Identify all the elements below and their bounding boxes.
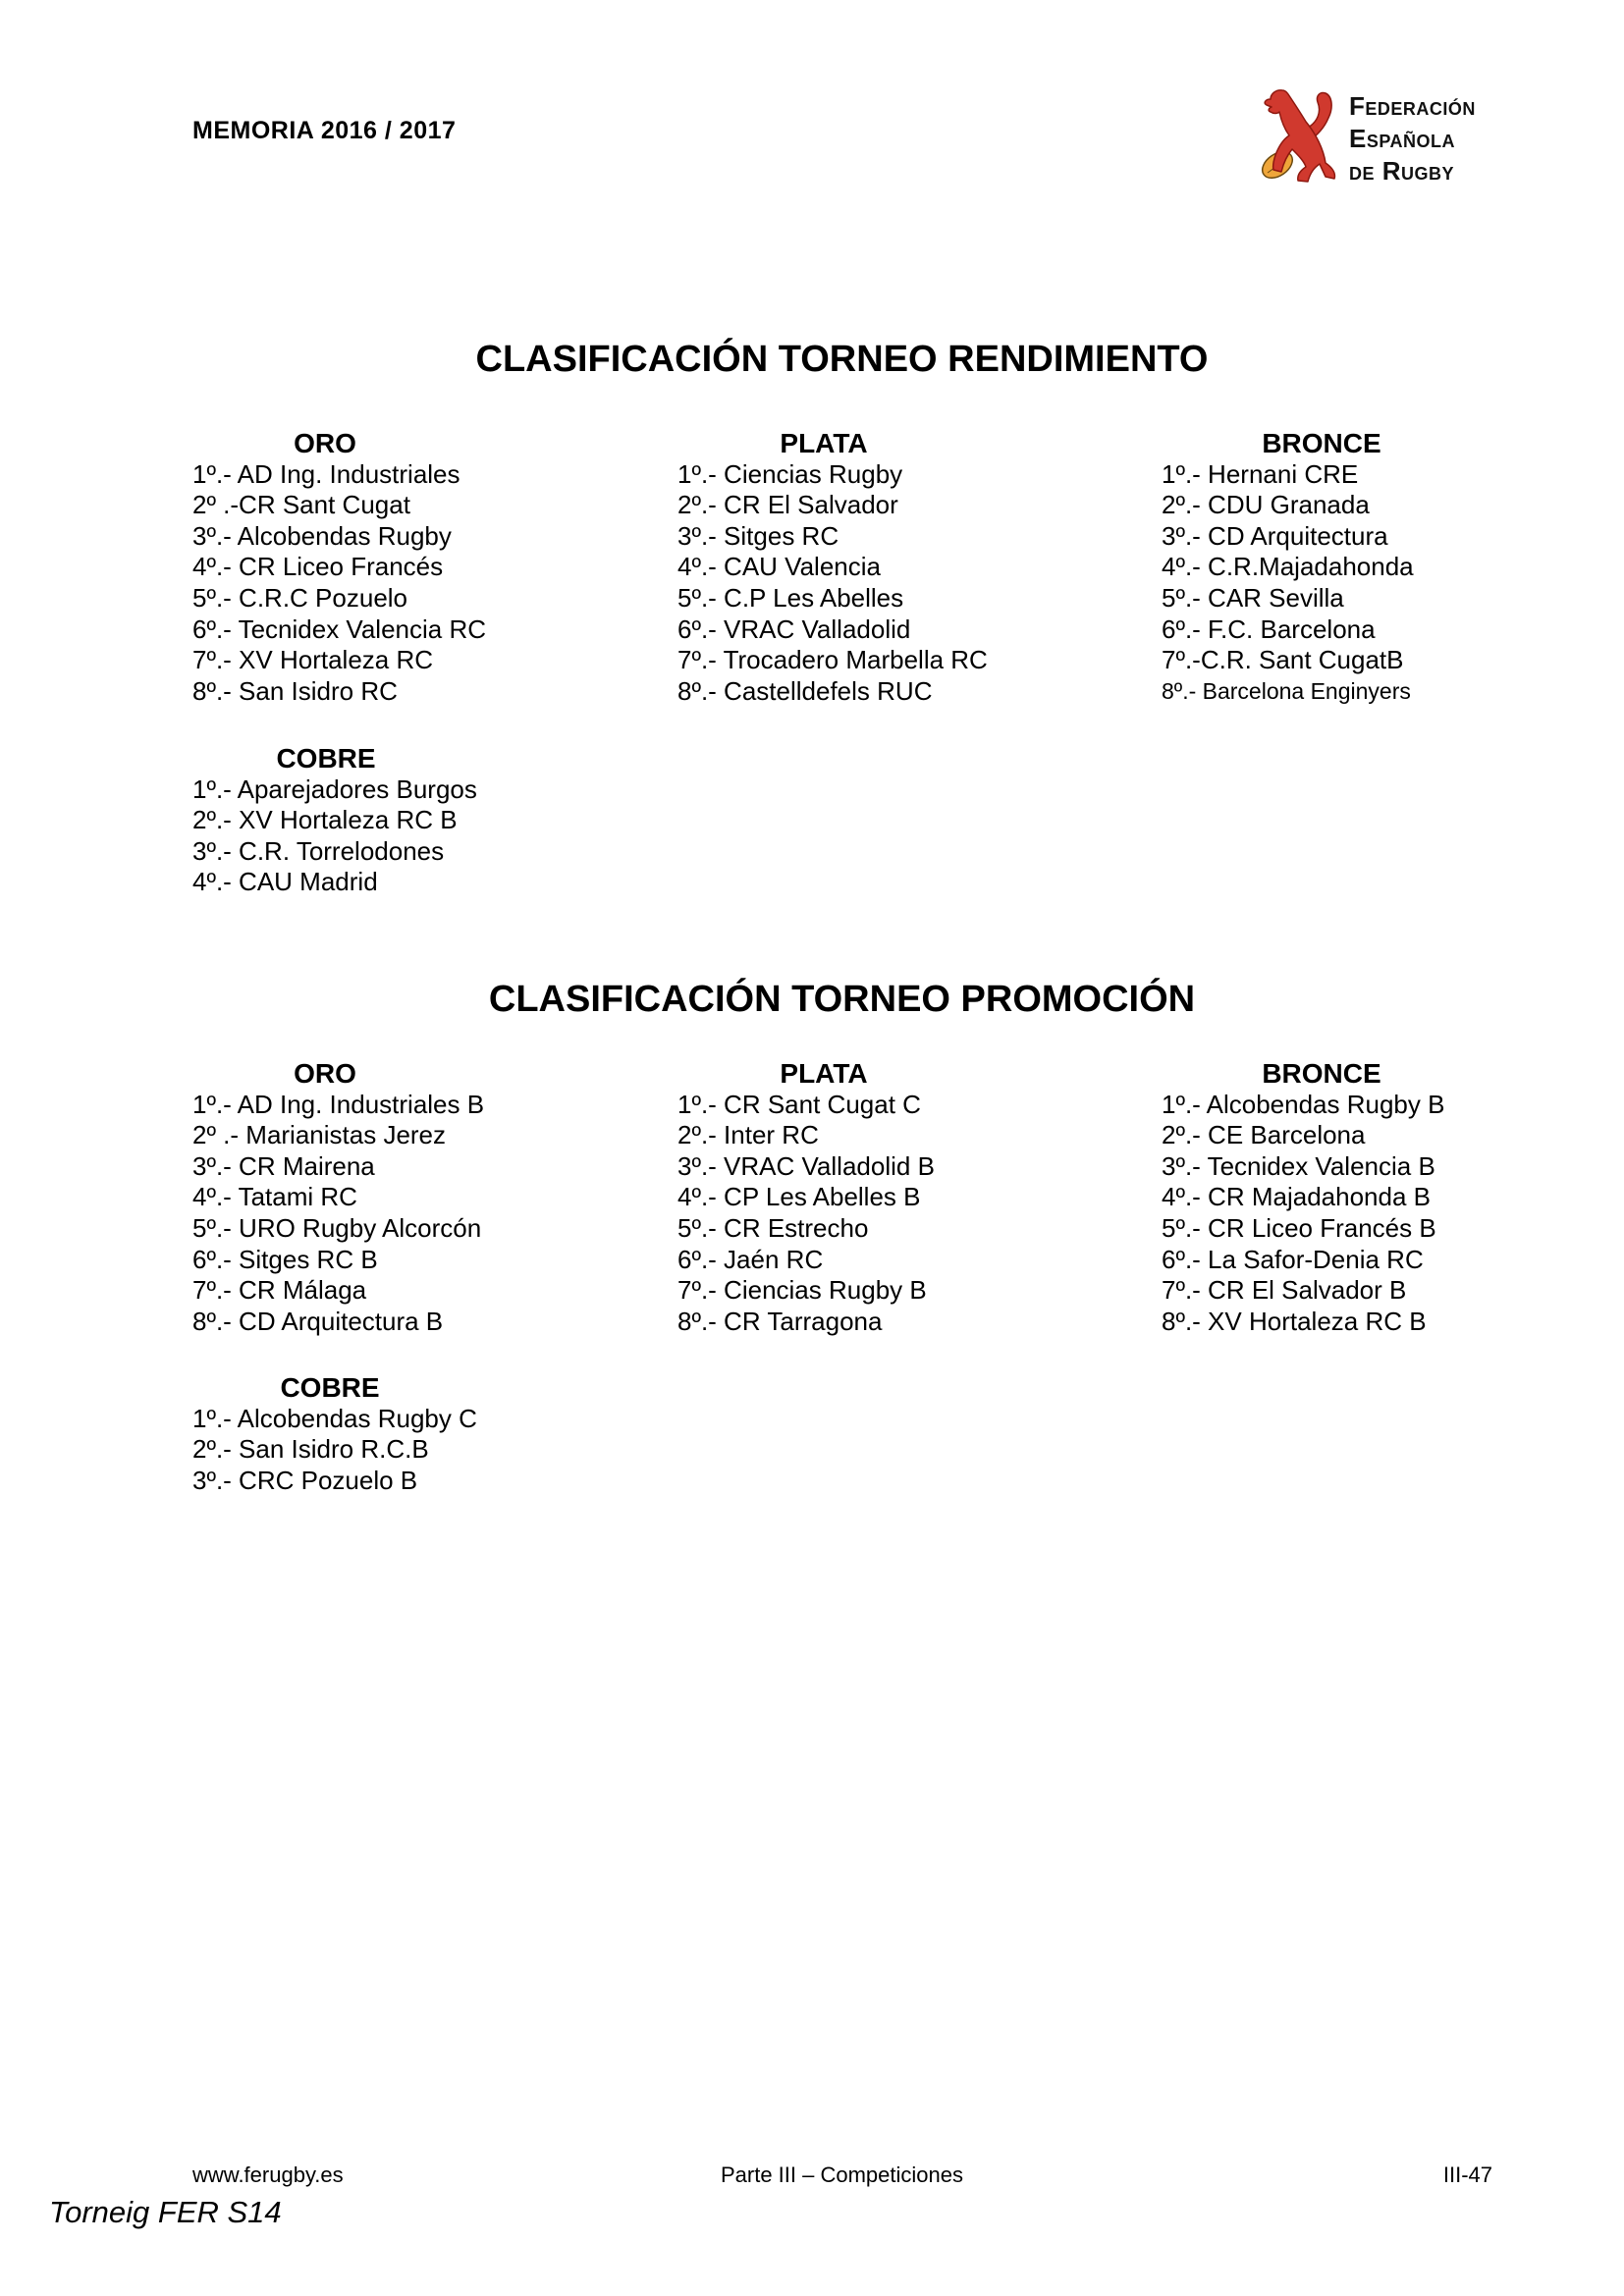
fer-logo bbox=[1261, 88, 1476, 187]
ranking-item: 5º.- CAR Sevilla bbox=[1162, 582, 1344, 613]
ranking-item: 8º.- XV Hortaleza RC B bbox=[1162, 1306, 1427, 1336]
column-header: BRONCE bbox=[1262, 1058, 1381, 1089]
ranking-item: 7º.- CR El Salvador B bbox=[1162, 1275, 1407, 1306]
column-cobre-rendimiento bbox=[192, 743, 477, 898]
ranking-item: 3º.- Alcobendas Rugby bbox=[192, 520, 452, 551]
ranking-item: 4º.- CAU Valencia bbox=[677, 552, 881, 582]
section-title-promocion: CLASIFICACIÓN TORNEO PROMOCIÓN bbox=[488, 979, 1196, 1020]
column-header: PLATA bbox=[780, 1058, 868, 1089]
column-plata-promocion bbox=[677, 1058, 970, 1337]
ranking-item: 4º.- CR Liceo Francés bbox=[192, 552, 444, 582]
ranking-item: 5º.- CR Estrecho bbox=[677, 1212, 869, 1243]
ranking-item: 3º.- CR Mairena bbox=[192, 1150, 375, 1181]
ranking-item: 8º.- San Isidro RC bbox=[192, 675, 398, 706]
ranking-item: 7º.- CR Málaga bbox=[192, 1275, 367, 1306]
column-bronce-rendimiento bbox=[1162, 428, 1482, 707]
column-header: PLATA bbox=[780, 428, 868, 458]
ranking-item: 3º.- Tecnidex Valencia B bbox=[1162, 1150, 1435, 1181]
ranking-item: 6º.- F.C. Barcelona bbox=[1162, 614, 1376, 644]
ranking-list bbox=[192, 1403, 477, 1497]
ranking-item: 8º.- CR Tarragona bbox=[677, 1306, 883, 1336]
footer-website: www.ferugby.es bbox=[192, 2163, 344, 2187]
ranking-list bbox=[677, 458, 988, 708]
report-title: MEMORIA 2016 / 2017 bbox=[192, 117, 457, 144]
org-name bbox=[1349, 88, 1476, 187]
footer-caption: Torneig FER S14 bbox=[49, 2195, 282, 2229]
ranking-list bbox=[1162, 1090, 1482, 1338]
ranking-item: 4º.- CP Les Abelles B bbox=[677, 1182, 921, 1212]
ranking-list bbox=[677, 1090, 970, 1338]
column-cobre-promocion bbox=[192, 1372, 477, 1496]
ranking-item: 8º.- Castelldefels RUC bbox=[677, 675, 933, 706]
ranking-list bbox=[1162, 459, 1482, 708]
ranking-item: 5º.- CR Liceo Francés B bbox=[1162, 1212, 1436, 1243]
ranking-item: 1º.- AD Ing. Industriales B bbox=[192, 1089, 485, 1119]
ranking-item: 6º.- Jaén RC bbox=[677, 1244, 824, 1274]
ranking-item: 7º.- Ciencias Rugby B bbox=[677, 1275, 927, 1306]
ranking-item: 1º.- Aparejadores Burgos bbox=[192, 774, 477, 804]
ranking-item: 5º.- C.R.C Pozuelo bbox=[192, 582, 408, 613]
ranking-item: 7º.-C.R. Sant CugatB bbox=[1162, 645, 1404, 675]
org-name-line1: Federación bbox=[1349, 91, 1476, 121]
ranking-item: 2º.- CR El Salvador bbox=[677, 490, 898, 520]
column-header: ORO bbox=[294, 428, 356, 458]
ranking-item: 5º.- URO Rugby Alcorcón bbox=[192, 1212, 482, 1243]
org-name-line2: Española bbox=[1349, 124, 1456, 153]
ranking-list bbox=[192, 1089, 485, 1338]
ranking-item: 3º.- Sitges RC bbox=[677, 520, 839, 551]
ranking-item: 2º.- XV Hortaleza RC B bbox=[192, 805, 458, 835]
ranking-item: 8º.- Barcelona Enginyers bbox=[1162, 677, 1411, 704]
ranking-item: 7º.- Trocadero Marbella RC bbox=[677, 645, 988, 675]
column-header: COBRE bbox=[280, 1372, 380, 1403]
ranking-item: 2º.- CDU Granada bbox=[1162, 490, 1370, 520]
ranking-item: 2º .- Marianistas Jerez bbox=[192, 1120, 447, 1150]
column-plata-rendimiento bbox=[677, 428, 988, 707]
column-oro-promocion bbox=[192, 1058, 485, 1337]
ranking-item: 4º.- CR Majadahonda B bbox=[1162, 1182, 1431, 1212]
ranking-item: 2º .-CR Sant Cugat bbox=[192, 490, 410, 520]
ranking-item: 8º.- CD Arquitectura B bbox=[192, 1306, 444, 1336]
ranking-item: 3º.- CRC Pozuelo B bbox=[192, 1465, 418, 1495]
ranking-list bbox=[192, 458, 487, 708]
ranking-item: 1º.- AD Ing. Industriales bbox=[192, 458, 460, 489]
ranking-item: 4º.- C.R.Majadahonda bbox=[1162, 552, 1414, 582]
ranking-item: 6º.- Tecnidex Valencia RC bbox=[192, 614, 487, 644]
ranking-item: 7º.- XV Hortaleza RC bbox=[192, 645, 434, 675]
ranking-item: 1º.- CR Sant Cugat C bbox=[677, 1089, 921, 1119]
ranking-item: 1º.- Ciencias Rugby bbox=[677, 458, 903, 489]
ranking-item: 6º.- La Safor-Denia RC bbox=[1162, 1244, 1424, 1274]
column-header: BRONCE bbox=[1262, 428, 1381, 458]
column-bronce-promocion bbox=[1162, 1058, 1482, 1337]
column-header: COBRE bbox=[276, 743, 376, 774]
ranking-item: 4º.- CAU Madrid bbox=[192, 867, 378, 897]
ranking-item: 3º.- CD Arquitectura bbox=[1162, 520, 1388, 551]
ranking-item: 2º.- San Isidro R.C.B bbox=[192, 1434, 429, 1465]
ranking-item: 2º.- CE Barcelona bbox=[1162, 1120, 1366, 1150]
ranking-item: 1º.- Alcobendas Rugby B bbox=[1162, 1089, 1445, 1119]
column-oro-rendimiento bbox=[192, 428, 487, 707]
ranking-item: 2º.- Inter RC bbox=[677, 1120, 819, 1150]
ranking-item: 6º.- VRAC Valladolid bbox=[677, 614, 911, 644]
ranking-item: 1º.- Hernani CRE bbox=[1162, 458, 1359, 489]
org-name-line3: de Rugby bbox=[1349, 156, 1455, 186]
column-header: ORO bbox=[294, 1058, 356, 1089]
ranking-item: 3º.- C.R. Torrelodones bbox=[192, 835, 445, 866]
ranking-item: 3º.- VRAC Valladolid B bbox=[677, 1150, 935, 1181]
ranking-item: 6º.- Sitges RC B bbox=[192, 1244, 378, 1274]
footer-section-label: Parte III – Competiciones bbox=[720, 2163, 963, 2187]
ranking-item: 5º.- C.P Les Abelles bbox=[677, 582, 904, 613]
ranking-item: 4º.- Tatami RC bbox=[192, 1182, 357, 1212]
lion-rugby-ball-icon bbox=[1261, 88, 1337, 187]
section-title-rendimiento: CLASIFICACIÓN TORNEO RENDIMIENTO bbox=[475, 339, 1209, 380]
ranking-item: 1º.- Alcobendas Rugby C bbox=[192, 1403, 477, 1433]
ranking-list bbox=[192, 774, 477, 898]
footer-page-number: III-47 bbox=[1442, 2163, 1492, 2187]
